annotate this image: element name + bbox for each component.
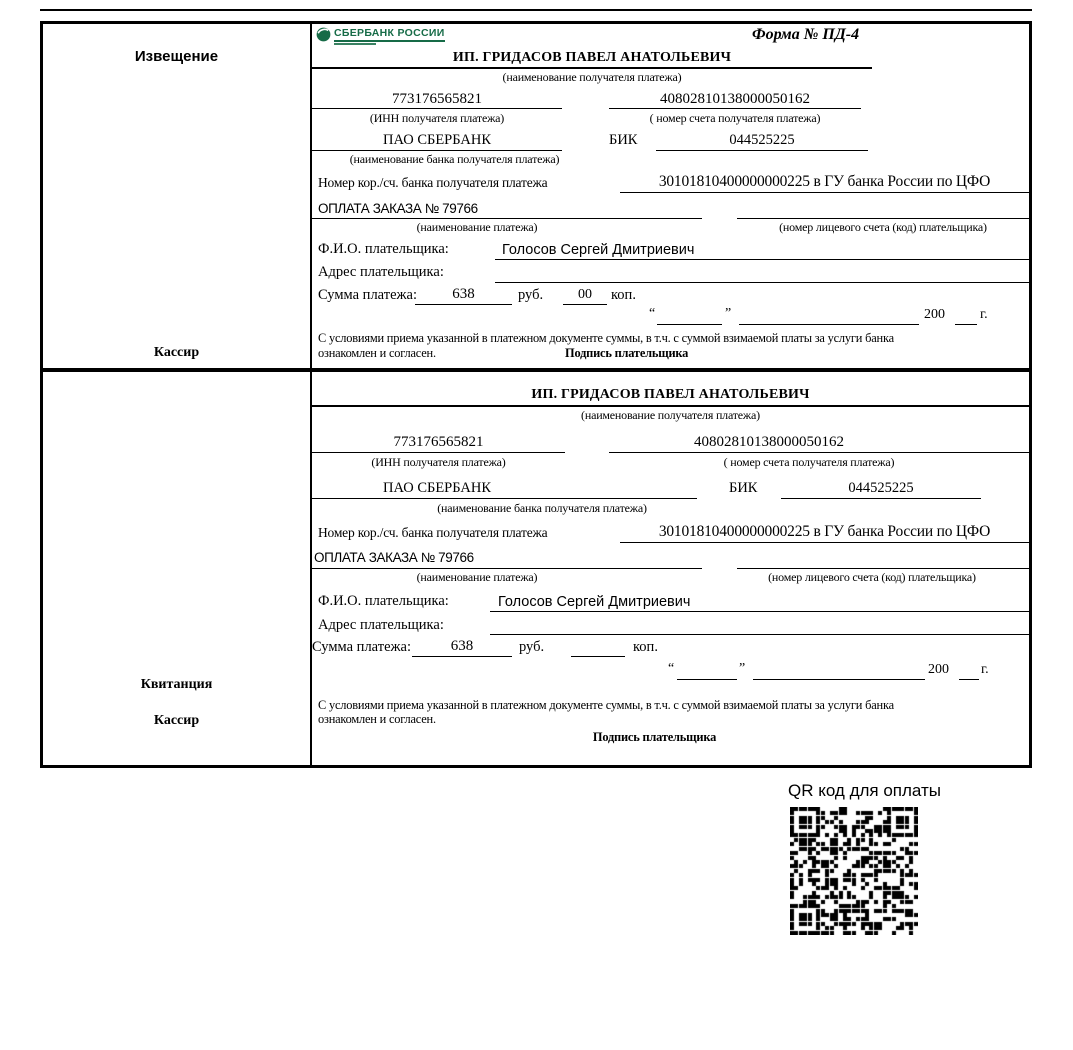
date-day-rule [677,679,737,680]
qr-code-label: QR код для оплаты [788,781,942,800]
izveshenie-section [43,24,1029,372]
date-day-rule [657,324,722,325]
inn-value: 773176565821 [392,91,482,107]
kvitanciya-left-column [43,372,312,765]
payer-address-label: Адрес плательщика: [318,617,444,633]
bik-value: 044525225 [848,480,914,496]
amount-rub-rule [412,656,512,657]
bank-name-rule [312,498,697,499]
payer-address-label: Адрес плательщика: [318,264,444,280]
account-rule [609,452,1029,453]
payer-address-rule [495,282,1029,283]
payment-purpose-rule [312,568,702,569]
year-prefix: 200 [924,307,945,322]
recipient-name-rule [312,405,1029,407]
account-rule [609,108,861,109]
date-quote-open: “ [668,661,675,676]
inn-caption: (ИНН получателя платежа) [371,455,506,469]
recipient-name: ИП. ГРИДАСОВ ПАВЕЛ АНАТОЛЬЕВИЧ [531,387,810,402]
rub-label: руб. [518,287,544,303]
payment-purpose-caption: (наименование платежа) [416,570,538,584]
date-quote-close: ” [739,661,746,676]
payer-address-rule [490,634,1029,635]
account-caption: ( номер счета получателя платежа) [649,111,821,125]
bik-label: БИК [729,480,758,496]
bank-name-caption: (наименование банка получателя платежа) [349,152,560,166]
sberbank-logo [316,27,445,45]
agreement-line1: С условиями приема указанной в платежном документе суммы, в т.ч. с суммой взимаемой платы за услуги банка [318,331,894,345]
amount-rub-value: 638 [452,286,475,302]
amount-kop-value: 00 [578,287,592,302]
form-number: Форма № ПД-4 [752,26,860,43]
corr-account-rule [620,542,1029,543]
izveshenie-content [312,24,1029,368]
date-month-rule [753,679,925,680]
date-quote-close: ” [725,306,732,321]
account-value: 40802810138000050162 [660,91,810,107]
payer-name-label: Ф.И.О. плательщика: [318,593,449,609]
date-month-rule [739,324,919,325]
signature-label: Подпись плательщика [565,346,689,360]
inn-rule [312,108,562,109]
kassir-label: Кассир [153,713,200,728]
year-rule [959,679,979,680]
amount-rub-value: 638 [450,638,474,654]
amount-rub-rule [415,304,512,305]
agreement-line1: С условиями приема указанной в платежном документе суммы, в т.ч. с суммой взимаемой платы за услуги банка [318,698,894,712]
payer-name-value: Голосов Сергей Дмитриевич [498,594,691,610]
bik-value: 044525225 [729,132,795,148]
payer-name-rule [495,259,1029,260]
amount-kop-rule [571,656,625,657]
document-frame [40,21,1032,768]
izveshenie-left-column [43,24,312,368]
top-rule-line [40,9,1032,11]
inn-caption: (ИНН получателя платежа) [369,111,505,125]
account-caption: ( номер счета получателя платежа) [723,455,895,469]
payment-purpose-caption: (наименование платежа) [416,220,538,234]
kvitanciya-section [43,372,1029,765]
kop-label: коп. [611,287,636,303]
payer-name-value: Голосов Сергей Дмитриевич [502,242,695,258]
payer-name-rule [490,611,1029,612]
date-quote-open: “ [649,306,656,321]
rub-label: руб. [519,639,545,655]
amount-kop-rule [563,304,607,305]
inn-rule [312,452,565,453]
personal-account-rule [737,568,1029,569]
corr-account-label: Номер кор./сч. банка получателя платежа [318,175,548,190]
year-prefix: 200 [928,662,949,677]
bank-name-rule [312,150,562,151]
kassir-label: Кассир [153,345,200,360]
bank-name-caption: (наименование банка получателя платежа) [437,501,647,515]
payment-purpose-value: ОПЛАТА ЗАКАЗА № 79766 [318,201,478,216]
qr-code [790,807,918,935]
inn-value: 773176565821 [393,434,484,450]
corr-account-label: Номер кор./сч. банка получателя платежа [318,525,548,540]
kvitanciya-content [312,372,1029,765]
agreement-line2: ознакомлен и согласен. [318,346,436,360]
sberbank-logo-subtext [334,43,376,45]
corr-account-value: 30101810400000000225 в ГУ банка России по ЦФО [658,173,991,190]
recipient-name-caption: (наименование получателя платежа) [581,408,760,422]
amount-label: Сумма платежа: [318,287,417,303]
corr-account-value: 30101810400000000225 в ГУ банка России по ЦФО [658,523,991,540]
bik-rule [656,150,868,151]
bik-label: БИК [609,132,638,148]
kop-label: коп. [633,639,658,655]
recipient-name-rule [312,67,872,69]
sberbank-logo-icon [316,27,331,42]
corr-account-rule [620,192,1029,193]
personal-account-caption: (номер лицевого счета (код) плательщика) [779,220,987,234]
payment-purpose-rule [312,218,702,219]
kvitanciya-title: Квитанция [140,677,213,692]
payer-name-label: Ф.И.О. плательщика: [318,241,449,257]
year-rule [955,324,977,325]
amount-label: Сумма платежа: [312,639,411,655]
izveshenie-title: Извещение [134,48,219,65]
personal-account-caption: (номер лицевого счета (код) плательщика) [768,570,976,584]
account-value: 40802810138000050162 [694,434,844,450]
year-suffix: г. [981,662,989,677]
agreement-line2: ознакомлен и согласен. [318,712,436,726]
recipient-name: ИП. ГРИДАСОВ ПАВЕЛ АНАТОЛЬЕВИЧ [452,50,732,65]
bik-rule [781,498,981,499]
signature-label: Подпись плательщика [592,730,717,744]
personal-account-rule [737,218,1029,219]
payment-purpose-value: ОПЛАТА ЗАКАЗА № 79766 [314,550,474,565]
year-suffix: г. [980,307,988,322]
recipient-name-caption: (наименование получателя платежа) [502,70,682,84]
bank-name-value: ПАО СБЕРБАНК [383,480,491,496]
sberbank-logo-text: СБЕРБАНК РОССИИ [334,27,445,42]
bank-name-value: ПАО СБЕРБАНК [383,132,491,148]
